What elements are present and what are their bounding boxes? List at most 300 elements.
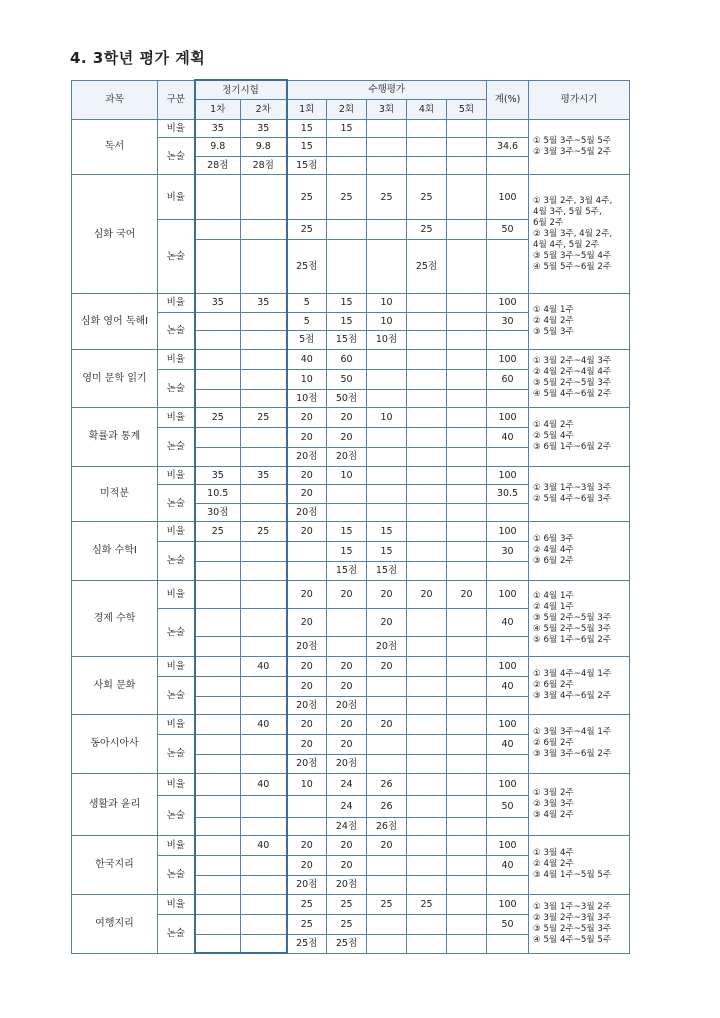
ratio-cell: 20 <box>287 522 327 542</box>
essay-cell: 24 <box>327 795 367 817</box>
table-row <box>72 656 630 676</box>
essay-cell <box>407 312 447 331</box>
points-cell <box>195 817 241 836</box>
ratio-cell: 40 <box>287 349 327 369</box>
points-cell <box>367 934 407 953</box>
essay-cell <box>447 735 487 755</box>
essay-label: 논술 <box>158 856 195 895</box>
ratio-cell: 20 <box>367 715 407 735</box>
header-exam-2: 2차 <box>241 100 287 119</box>
ratio-cell: 25 <box>287 175 327 220</box>
ratio-cell <box>447 836 487 856</box>
timing-line: ① 3월 4주~4월 1주 <box>533 668 612 679</box>
timing-line: ② 5월 4주~6월 3주 <box>533 493 612 504</box>
essay-cell: 25 <box>407 220 447 240</box>
ratio-cell: 20 <box>327 580 367 608</box>
points-cell <box>195 448 241 467</box>
points-cell: 25점 <box>287 240 327 294</box>
essay-cell <box>287 795 327 817</box>
ratio-cell <box>487 119 529 138</box>
points-cell: 26점 <box>367 817 407 836</box>
ratio-cell: 20 <box>407 580 447 608</box>
subject-name: 한국지리 <box>72 836 158 895</box>
header-perf-5: 5회 <box>447 100 487 119</box>
essay-cell <box>447 312 487 331</box>
essay-cell: 9.8 <box>241 138 287 157</box>
ratio-cell: 5 <box>287 294 327 313</box>
essay-label: 논술 <box>158 138 195 175</box>
essay-label: 논술 <box>158 608 195 656</box>
essay-cell <box>407 856 447 876</box>
essay-cell <box>241 735 287 755</box>
essay-cell <box>195 795 241 817</box>
timing-line: ② 4월 2주~4월 4주 <box>533 367 612 378</box>
points-cell: 30점 <box>195 503 241 522</box>
essay-cell: 20 <box>287 485 327 504</box>
ratio-cell: 24 <box>327 773 367 795</box>
ratio-cell <box>195 894 241 914</box>
points-cell <box>447 934 487 953</box>
essay-cell: 20 <box>287 428 327 448</box>
ratio-cell: 20 <box>287 466 327 485</box>
essay-label: 논술 <box>158 428 195 467</box>
points-cell <box>195 755 241 774</box>
timing-line: 4월 3주, 5월 5주, <box>533 206 602 217</box>
timing-cell <box>529 349 630 408</box>
timing-cell <box>529 715 630 774</box>
ratio-cell: 35 <box>241 294 287 313</box>
header-perf-1: 1회 <box>287 100 327 119</box>
table-body <box>72 119 630 953</box>
essay-cell <box>367 369 407 389</box>
timing-line: ② 6월 2주 <box>533 738 574 749</box>
essay-cell: 60 <box>487 369 529 389</box>
subject-name: 여행지리 <box>72 894 158 953</box>
ratio-cell: 20 <box>327 836 367 856</box>
ratio-cell <box>407 656 447 676</box>
ratio-cell: 100 <box>487 656 529 676</box>
essay-cell: 10 <box>287 369 327 389</box>
points-cell: 20점 <box>287 696 327 715</box>
essay-cell <box>447 608 487 636</box>
essay-cell <box>241 312 287 331</box>
essay-cell: 30.5 <box>487 485 529 504</box>
essay-cell <box>195 542 241 562</box>
timing-line: ② 6월 2주 <box>533 679 574 690</box>
ratio-cell <box>447 715 487 735</box>
points-cell: 24점 <box>327 817 367 836</box>
essay-cell <box>407 542 447 562</box>
ratio-label: 비율 <box>158 656 195 676</box>
timing-line: ④ 5월 2주~5월 3주 <box>533 623 612 634</box>
table-row <box>72 894 630 914</box>
points-cell <box>241 876 287 895</box>
points-cell <box>407 389 447 408</box>
ratio-cell <box>447 522 487 542</box>
ratio-cell <box>407 715 447 735</box>
points-cell <box>241 755 287 774</box>
timing-line: ③ 6월 1주~6월 2주 <box>533 442 612 453</box>
ratio-cell: 25 <box>195 408 241 428</box>
essay-cell: 30 <box>487 312 529 331</box>
subject-name: 영미 문학 읽기 <box>72 349 158 408</box>
table-row <box>72 580 630 608</box>
ratio-cell: 15 <box>327 294 367 313</box>
points-cell <box>195 696 241 715</box>
points-cell: 50점 <box>327 389 367 408</box>
points-cell <box>487 240 529 294</box>
ratio-cell: 100 <box>487 349 529 369</box>
essay-cell <box>367 856 407 876</box>
ratio-cell <box>195 349 241 369</box>
ratio-cell: 100 <box>487 522 529 542</box>
essay-cell: 20 <box>287 676 327 696</box>
ratio-cell: 10 <box>287 773 327 795</box>
ratio-cell: 20 <box>287 656 327 676</box>
ratio-cell <box>447 349 487 369</box>
ratio-cell: 35 <box>195 466 241 485</box>
points-cell <box>487 503 529 522</box>
timing-cell <box>529 894 630 953</box>
essay-cell <box>195 735 241 755</box>
points-cell <box>407 156 447 175</box>
ratio-cell <box>241 349 287 369</box>
timing-line: ③ 3월 3주~6월 2주 <box>533 749 612 760</box>
ratio-label: 비율 <box>158 294 195 313</box>
ratio-cell: 100 <box>487 836 529 856</box>
ratio-cell: 20 <box>287 580 327 608</box>
ratio-label: 비율 <box>158 522 195 542</box>
ratio-label: 비율 <box>158 408 195 428</box>
points-cell <box>195 934 241 953</box>
timing-line: ① 5월 3주~5월 5주 <box>533 135 612 146</box>
points-cell <box>407 636 447 656</box>
ratio-label: 비율 <box>158 175 195 220</box>
timing-line: ① 4월 2주 <box>533 420 574 431</box>
points-cell <box>407 876 447 895</box>
subject-name: 미적분 <box>72 466 158 522</box>
essay-cell: 5 <box>287 312 327 331</box>
points-cell <box>487 156 529 175</box>
points-cell: 20점 <box>327 448 367 467</box>
essay-cell <box>407 428 447 448</box>
essay-cell <box>367 428 407 448</box>
timing-cell <box>529 294 630 350</box>
points-cell: 15점 <box>327 331 367 350</box>
points-cell: 20점 <box>327 696 367 715</box>
points-cell <box>487 876 529 895</box>
ratio-cell: 100 <box>487 294 529 313</box>
timing-line: ③ 5월 2주~5월 3주 <box>533 378 612 389</box>
essay-cell: 10 <box>367 312 407 331</box>
points-cell <box>367 389 407 408</box>
timing-line: ④ 5월 4주~6월 2주 <box>533 389 612 400</box>
timing-line: ④ 5월 5주~6월 2주 <box>533 261 612 272</box>
points-cell <box>241 696 287 715</box>
points-cell <box>367 755 407 774</box>
timing-line: ① 3월 4주 <box>533 848 574 859</box>
essay-cell <box>407 914 447 934</box>
points-cell: 10점 <box>367 331 407 350</box>
essay-cell: 15 <box>287 138 327 157</box>
essay-cell <box>447 542 487 562</box>
header-perf-3: 3회 <box>367 100 407 119</box>
points-cell <box>367 876 407 895</box>
timing-line: ⑤ 6월 1주~6월 2주 <box>533 634 612 645</box>
ratio-cell <box>447 119 487 138</box>
points-cell <box>195 389 241 408</box>
essay-cell: 25 <box>327 914 367 934</box>
ratio-cell: 35 <box>241 119 287 138</box>
essay-cell <box>195 369 241 389</box>
essay-cell: 15 <box>327 542 367 562</box>
points-cell <box>195 331 241 350</box>
points-cell <box>195 562 241 581</box>
header-perf-4: 4회 <box>407 100 447 119</box>
ratio-cell <box>407 294 447 313</box>
ratio-cell: 15 <box>327 119 367 138</box>
timing-line: ② 5월 4주 <box>533 431 574 442</box>
points-cell: 20점 <box>287 636 327 656</box>
essay-cell: 20 <box>327 428 367 448</box>
ratio-cell: 100 <box>487 175 529 220</box>
points-cell: 10점 <box>287 389 327 408</box>
points-cell: 5점 <box>287 331 327 350</box>
points-cell <box>447 817 487 836</box>
points-cell <box>407 448 447 467</box>
points-cell: 20점 <box>367 636 407 656</box>
ratio-cell: 10 <box>367 294 407 313</box>
essay-cell <box>327 138 367 157</box>
subject-name: 심화 국어 <box>72 175 158 294</box>
timing-line: ① 3월 3주~4월 1주 <box>533 727 612 738</box>
essay-cell: 20 <box>327 676 367 696</box>
ratio-cell <box>407 119 447 138</box>
essay-cell: 50 <box>487 914 529 934</box>
essay-cell: 40 <box>487 676 529 696</box>
essay-cell <box>287 542 327 562</box>
timing-cell <box>529 836 630 895</box>
header-type: 구분 <box>158 80 195 119</box>
points-cell <box>447 696 487 715</box>
essay-cell: 26 <box>367 795 407 817</box>
essay-cell <box>447 220 487 240</box>
timing-line: ② 3월 3주 <box>533 798 574 809</box>
points-cell <box>241 240 287 294</box>
ratio-cell: 20 <box>327 715 367 735</box>
essay-cell <box>407 608 447 636</box>
ratio-cell <box>447 175 487 220</box>
subject-name: 사회 문화 <box>72 656 158 715</box>
essay-cell <box>195 428 241 448</box>
points-cell: 20점 <box>327 876 367 895</box>
essay-cell: 34.6 <box>487 138 529 157</box>
essay-cell: 25 <box>287 914 327 934</box>
ratio-cell <box>195 715 241 735</box>
essay-cell <box>241 220 287 240</box>
essay-cell <box>241 795 287 817</box>
header-regular-exam: 정기시험 <box>195 80 287 100</box>
points-cell <box>367 503 407 522</box>
points-cell <box>407 755 447 774</box>
essay-cell <box>195 676 241 696</box>
essay-cell <box>367 676 407 696</box>
table-row <box>72 408 630 428</box>
points-cell <box>367 696 407 715</box>
essay-label: 논술 <box>158 914 195 953</box>
ratio-cell <box>447 656 487 676</box>
essay-cell <box>447 138 487 157</box>
timing-line: ③ 4월 2주 <box>533 809 574 820</box>
essay-cell: 20 <box>287 735 327 755</box>
essay-cell: 40 <box>487 428 529 448</box>
points-cell <box>407 696 447 715</box>
ratio-cell <box>195 773 241 795</box>
ratio-cell <box>407 466 447 485</box>
essay-cell <box>241 608 287 636</box>
points-cell <box>447 331 487 350</box>
essay-cell: 50 <box>487 795 529 817</box>
header-exam-1: 1차 <box>195 100 241 119</box>
header-performance: 수행평가 <box>287 80 487 100</box>
essay-cell <box>327 608 367 636</box>
essay-cell <box>241 676 287 696</box>
points-cell: 28점 <box>241 156 287 175</box>
timing-line: ① 3월 2주~4월 3주 <box>533 356 612 367</box>
ratio-cell: 25 <box>407 175 447 220</box>
points-cell <box>327 156 367 175</box>
essay-cell <box>241 485 287 504</box>
ratio-cell <box>447 466 487 485</box>
subject-name: 심화 수학Ⅰ <box>72 522 158 581</box>
essay-cell <box>241 856 287 876</box>
ratio-cell: 35 <box>195 119 241 138</box>
points-cell <box>407 817 447 836</box>
timing-line: ③ 4월 1주~5월 5주 <box>533 870 612 881</box>
points-cell: 20점 <box>287 503 327 522</box>
points-cell <box>287 562 327 581</box>
ratio-label: 비율 <box>158 773 195 795</box>
points-cell <box>241 331 287 350</box>
ratio-cell: 40 <box>241 773 287 795</box>
timing-line: ③ 5월 3주~5월 4주 <box>533 250 612 261</box>
ratio-label: 비율 <box>158 466 195 485</box>
essay-cell <box>367 138 407 157</box>
essay-cell <box>327 220 367 240</box>
ratio-cell: 20 <box>367 656 407 676</box>
page-title: 4. 3학년 평가 계획 <box>70 49 206 67</box>
points-cell <box>487 817 529 836</box>
essay-cell <box>447 795 487 817</box>
ratio-cell: 20 <box>367 836 407 856</box>
ratio-cell <box>241 894 287 914</box>
ratio-cell: 25 <box>367 894 407 914</box>
essay-cell: 40 <box>487 856 529 876</box>
essay-cell <box>447 428 487 448</box>
ratio-cell <box>407 836 447 856</box>
timing-line: ② 3월 3주, 4월 2주, <box>533 228 613 239</box>
points-cell <box>241 389 287 408</box>
points-cell <box>195 240 241 294</box>
essay-cell <box>447 369 487 389</box>
header-subject: 과목 <box>72 80 158 119</box>
points-cell <box>447 389 487 408</box>
ratio-label: 비율 <box>158 715 195 735</box>
essay-label: 논술 <box>158 676 195 715</box>
table-row <box>72 175 630 220</box>
ratio-label: 비율 <box>158 349 195 369</box>
essay-cell: 20 <box>287 608 327 636</box>
ratio-cell: 40 <box>241 656 287 676</box>
points-cell <box>367 240 407 294</box>
essay-cell: 50 <box>327 369 367 389</box>
timing-cell <box>529 119 630 175</box>
ratio-label: 비율 <box>158 836 195 856</box>
ratio-cell <box>447 773 487 795</box>
timing-cell <box>529 408 630 467</box>
ratio-cell <box>241 580 287 608</box>
ratio-cell: 100 <box>487 466 529 485</box>
points-cell: 25점 <box>407 240 447 294</box>
points-cell <box>241 448 287 467</box>
points-cell <box>327 240 367 294</box>
points-cell: 15점 <box>327 562 367 581</box>
points-cell: 20점 <box>287 876 327 895</box>
points-cell <box>447 562 487 581</box>
ratio-cell: 35 <box>241 466 287 485</box>
essay-cell <box>195 856 241 876</box>
timing-cell <box>529 580 630 656</box>
points-cell <box>407 562 447 581</box>
table-row <box>72 773 630 795</box>
points-cell <box>487 389 529 408</box>
timing-line: ② 4월 1주 <box>533 601 574 612</box>
table-row <box>72 522 630 542</box>
points-cell <box>407 503 447 522</box>
ratio-cell: 100 <box>487 580 529 608</box>
essay-cell <box>447 485 487 504</box>
timing-line: ② 4월 2주 <box>533 315 574 326</box>
ratio-cell <box>195 580 241 608</box>
essay-cell: 20 <box>327 735 367 755</box>
ratio-cell: 10 <box>367 408 407 428</box>
ratio-cell: 40 <box>241 836 287 856</box>
ratio-cell <box>241 175 287 220</box>
essay-cell: 15 <box>327 312 367 331</box>
points-cell: 20점 <box>327 755 367 774</box>
timing-line: ② 3월 3주~5월 2주 <box>533 146 612 157</box>
timing-line: 6월 2주 <box>533 217 564 228</box>
ratio-cell <box>447 408 487 428</box>
ratio-label: 비율 <box>158 580 195 608</box>
ratio-cell: 20 <box>327 656 367 676</box>
timing-cell <box>529 656 630 715</box>
points-cell <box>241 503 287 522</box>
ratio-cell: 25 <box>327 175 367 220</box>
essay-cell <box>447 856 487 876</box>
ratio-cell <box>367 349 407 369</box>
ratio-cell: 20 <box>327 408 367 428</box>
header-perf-2: 2회 <box>327 100 367 119</box>
essay-label: 논술 <box>158 312 195 349</box>
essay-label: 논술 <box>158 220 195 294</box>
essay-cell: 10.5 <box>195 485 241 504</box>
points-cell: 25점 <box>327 934 367 953</box>
table-row <box>72 836 630 856</box>
essay-cell: 50 <box>487 220 529 240</box>
ratio-cell: 25 <box>241 522 287 542</box>
timing-line: ① 3월 2주, 3월 4주, <box>533 195 613 206</box>
